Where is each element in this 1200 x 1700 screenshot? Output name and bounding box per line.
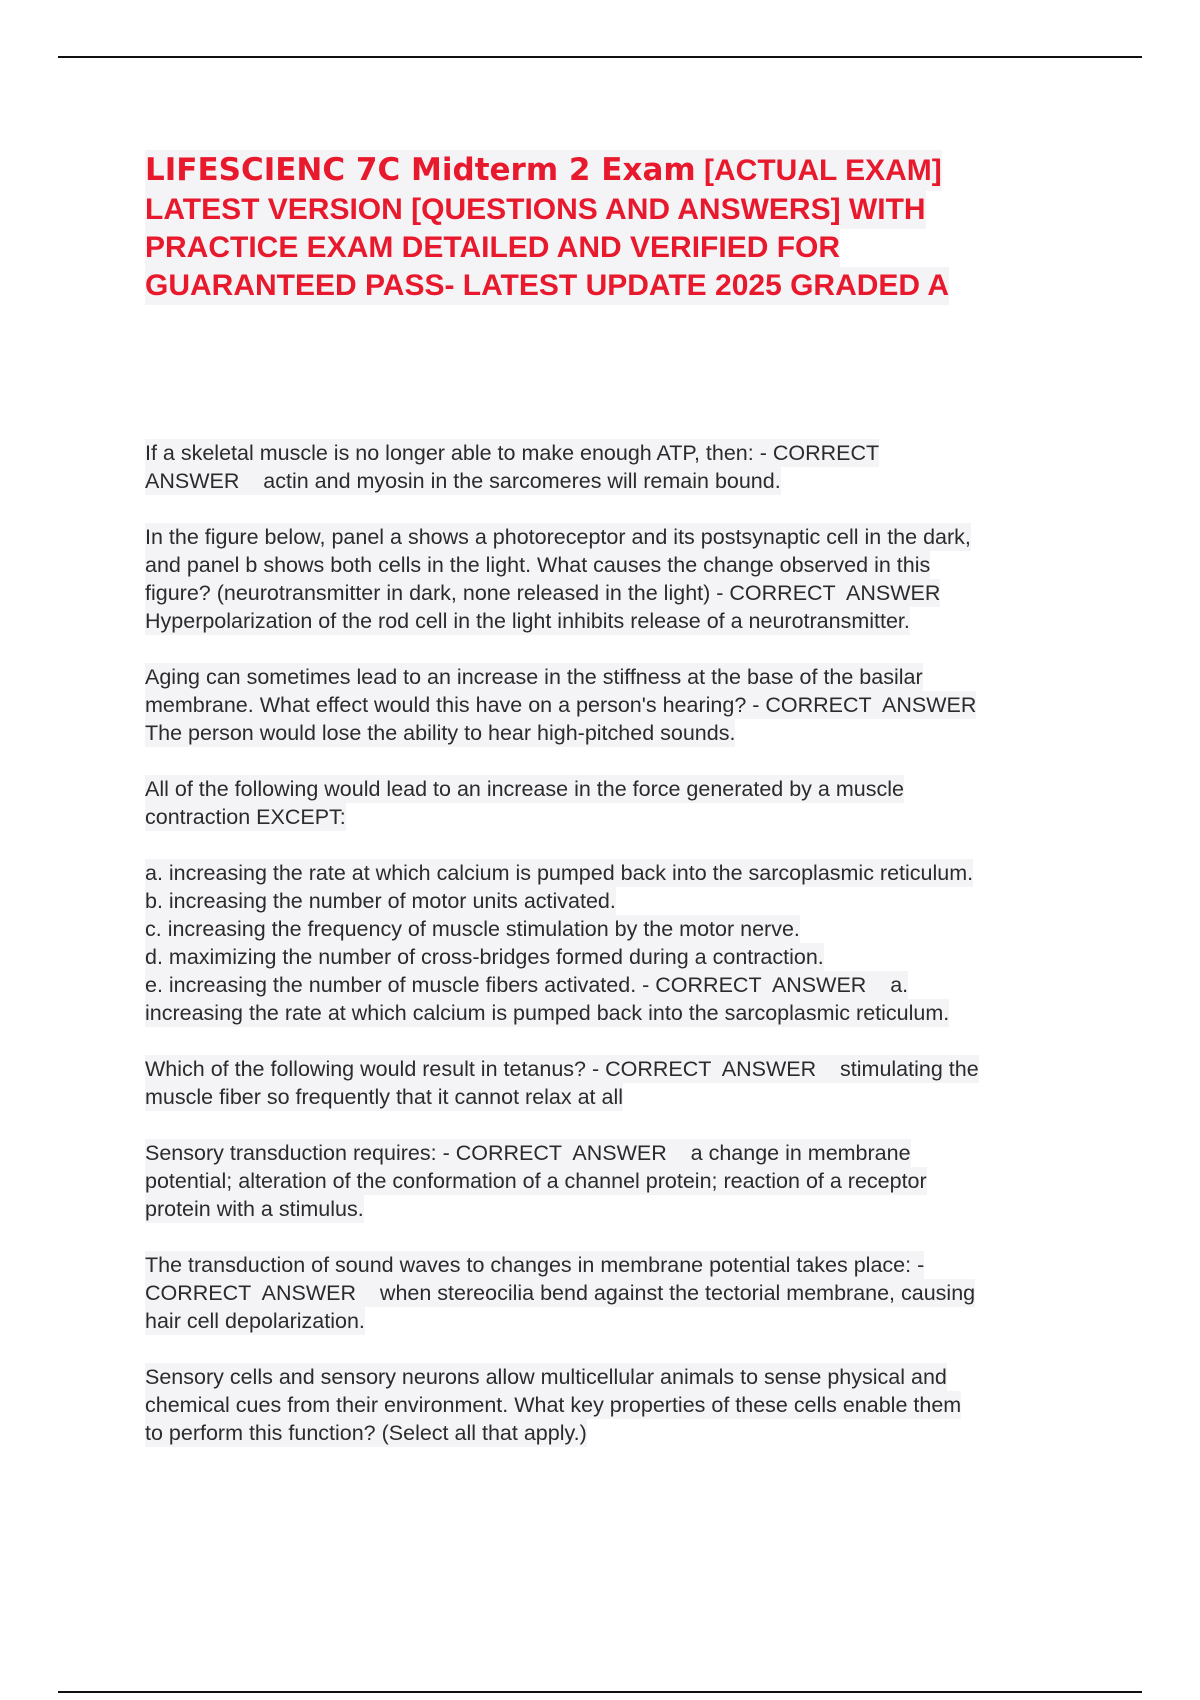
option-d: d. maximizing the number of cross-bridges formed during a contraction. bbox=[145, 945, 824, 969]
text-line: Hyperpolarization of the rod cell in the light inhibits release of a neurotransmitter. bbox=[145, 609, 910, 633]
text-line: The transduction of sound waves to changes in membrane potential takes place: - bbox=[145, 1253, 925, 1277]
title-line-1 bbox=[145, 150, 942, 191]
text-line: Which of the following would result in tetanus? - CORRECT ANSWER stimulating the bbox=[145, 1057, 979, 1081]
title-line-3: PRACTICE EXAM DETAILED AND VERIFIED FOR bbox=[145, 229, 840, 267]
document-title bbox=[145, 150, 1045, 305]
option-b: b. increasing the number of motor units activated. bbox=[145, 889, 616, 913]
question-sensory-transduction bbox=[145, 1139, 1085, 1223]
text-line: Sensory transduction requires: - CORRECT ANSWER a change in membrane bbox=[145, 1141, 911, 1165]
text-line: chemical cues from their environment. What key properties of these cells enable them bbox=[145, 1393, 962, 1417]
title-actual-exam: [ACTUAL EXAM] bbox=[695, 154, 942, 187]
question-tetanus bbox=[145, 1055, 1085, 1111]
text-line: membrane. What effect would this have on a person's hearing? - CORRECT ANSWER bbox=[145, 693, 977, 717]
title-course: LIFESCIENC 7C Midterm 2 Exam bbox=[145, 152, 696, 188]
text-line: potential; alteration of the conformation of a channel protein; reaction of a receptor bbox=[145, 1169, 927, 1193]
question-atp bbox=[145, 439, 1085, 495]
question-list bbox=[145, 439, 1085, 1475]
text-line: All of the following would lead to an increase in the force generated by a muscle bbox=[145, 777, 904, 801]
option-a: a. increasing the rate at which calcium is pumped back into the sarcoplasmic reticulum. bbox=[145, 861, 974, 885]
top-rule bbox=[58, 56, 1142, 58]
text-line: In the figure below, panel a shows a photoreceptor and its postsynaptic cell in the dark, bbox=[145, 525, 971, 549]
text-line: increasing the rate at which calcium is pumped back into the sarcoplasmic reticulum. bbox=[145, 1001, 950, 1025]
text-line: The person would lose the ability to hear high-pitched sounds. bbox=[145, 721, 736, 745]
text-line: ANSWER actin and myosin in the sarcomeres will remain bound. bbox=[145, 469, 781, 493]
question-muscle-force bbox=[145, 775, 1085, 831]
text-line: muscle fiber so frequently that it cannot relax at all bbox=[145, 1085, 624, 1109]
answer-options bbox=[145, 859, 1085, 1027]
text-line: If a skeletal muscle is no longer able to make enough ATP, then: - CORRECT bbox=[145, 441, 880, 465]
question-sensory-cells bbox=[145, 1363, 1085, 1447]
text-line: to perform this function? (Select all that apply.) bbox=[145, 1421, 587, 1445]
option-e: e. increasing the number of muscle fibers activated. - CORRECT ANSWER a. bbox=[145, 973, 909, 997]
question-photoreceptor bbox=[145, 523, 1085, 635]
text-line: protein with a stimulus. bbox=[145, 1197, 364, 1221]
text-line: Aging can sometimes lead to an increase in the stiffness at the base of the basilar bbox=[145, 665, 923, 689]
text-line: figure? (neurotransmitter in dark, none released in the light) - CORRECT ANSWER bbox=[145, 581, 941, 605]
bottom-rule bbox=[58, 1691, 1142, 1693]
title-line-4: GUARANTEED PASS- LATEST UPDATE 2025 GRADED A bbox=[145, 267, 949, 305]
text-line: CORRECT ANSWER when stereocilia bend against the tectorial membrane, causing bbox=[145, 1281, 976, 1305]
question-basilar-membrane bbox=[145, 663, 1085, 747]
text-line: Sensory cells and sensory neurons allow multicellular animals to sense physical and bbox=[145, 1365, 947, 1389]
question-sound-waves bbox=[145, 1251, 1085, 1335]
text-line: contraction EXCEPT: bbox=[145, 805, 346, 829]
text-line: and panel b shows both cells in the light. What causes the change observed in this bbox=[145, 553, 931, 577]
option-c: c. increasing the frequency of muscle stimulation by the motor nerve. bbox=[145, 917, 800, 941]
text-line: hair cell depolarization. bbox=[145, 1309, 365, 1333]
title-line-2: LATEST VERSION [QUESTIONS AND ANSWERS] WITH bbox=[145, 191, 926, 229]
